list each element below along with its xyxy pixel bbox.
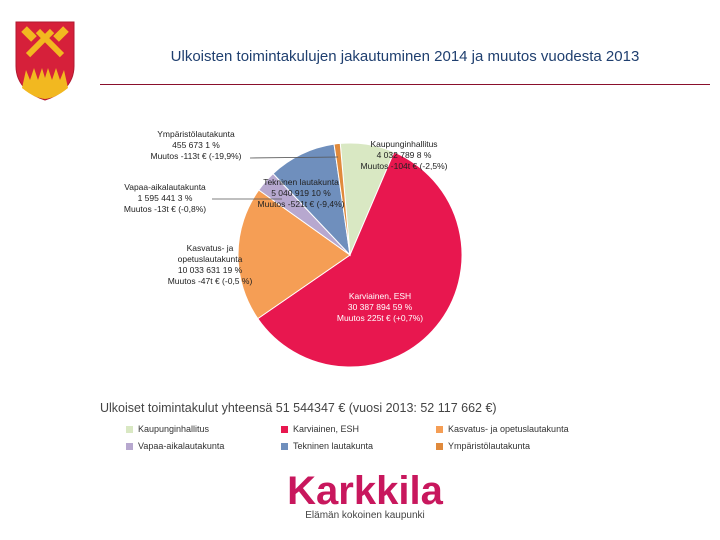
slice-label-line: Muutos -104t € (-2,5%) xyxy=(360,161,448,171)
slice-label-line: Muutos 225t € (+0,7%) xyxy=(336,313,424,323)
legend-label: Kasvatus- ja opetuslautakunta xyxy=(448,424,569,434)
slide-title: Ulkoisten toimintakulujen jakautuminen 2014 ja muutos vuodesta 2013 xyxy=(170,48,640,65)
logo-wordmark: Karkkila xyxy=(287,469,443,513)
slice-label-line: Muutos -13t € (-0,8%) xyxy=(123,204,207,214)
slice-label-line: 10 033 631 19 % xyxy=(177,265,243,275)
legend-swatch xyxy=(281,443,288,450)
legend-swatch xyxy=(436,426,443,433)
legend-item-2 xyxy=(436,424,596,434)
slice-label-line: Muutos -47t € (-0,5 %) xyxy=(167,276,253,286)
slice-label-line: Ympäristölautakunta xyxy=(157,129,235,139)
legend-item-4 xyxy=(281,441,426,451)
legend-swatch xyxy=(126,426,133,433)
chart-legend xyxy=(126,424,596,451)
slice-label-line: Muutos -521t € (-9,4%) xyxy=(257,199,345,209)
slice-label-line: Tekninen lautakunta xyxy=(263,177,339,187)
slice-label-line: opetuslautakunta xyxy=(177,254,243,264)
legend-swatch xyxy=(126,443,133,450)
legend-label: Vapaa-aikalautakunta xyxy=(138,441,225,451)
slice-label-line: Vapaa-aikalautakunta xyxy=(124,182,206,192)
legend-item-3 xyxy=(126,441,271,451)
legend-label: Tekninen lautakunta xyxy=(293,441,374,451)
legend-swatch xyxy=(436,443,443,450)
slice-label-line: 455 673 1 % xyxy=(172,140,220,150)
slice-label-line: Kasvatus- ja xyxy=(186,243,234,253)
slice-label-line: Karviainen, ESH xyxy=(348,291,412,301)
legend-swatch xyxy=(281,426,288,433)
slice-label-line: 5 040 919 10 % xyxy=(271,188,331,198)
legend-item-0 xyxy=(126,424,271,434)
total-expenses-text: Ulkoiset toimintakulut yhteensä 51 544347 € (vuosi 2013: 52 117 662 €) xyxy=(100,401,497,415)
slice-label-vapaa-aika xyxy=(124,182,206,214)
legend-item-1 xyxy=(281,424,426,434)
slice-label-line: Muutos -113t € (-19,9%) xyxy=(150,151,242,161)
slice-label-line: 1 595 441 3 % xyxy=(137,193,193,203)
legend-label: Ympäristölautakunta xyxy=(448,441,531,451)
slice-label-karviainen xyxy=(337,291,423,323)
logo-tagline: Elämän kokoinen kaupunki xyxy=(305,510,425,521)
legend-label: Kaupunginhallitus xyxy=(138,424,210,434)
slice-label-line: Kaupunginhallitus xyxy=(370,139,438,149)
slice-label-ymparisto xyxy=(150,129,241,161)
legend-label: Karviainen, ESH xyxy=(293,424,360,434)
legend-item-5 xyxy=(436,441,596,451)
karkkila-logo xyxy=(285,470,445,521)
slice-label-line: 30 387 894 59 % xyxy=(347,302,413,312)
slice-label-line: 4 032 789 8 % xyxy=(376,150,432,160)
